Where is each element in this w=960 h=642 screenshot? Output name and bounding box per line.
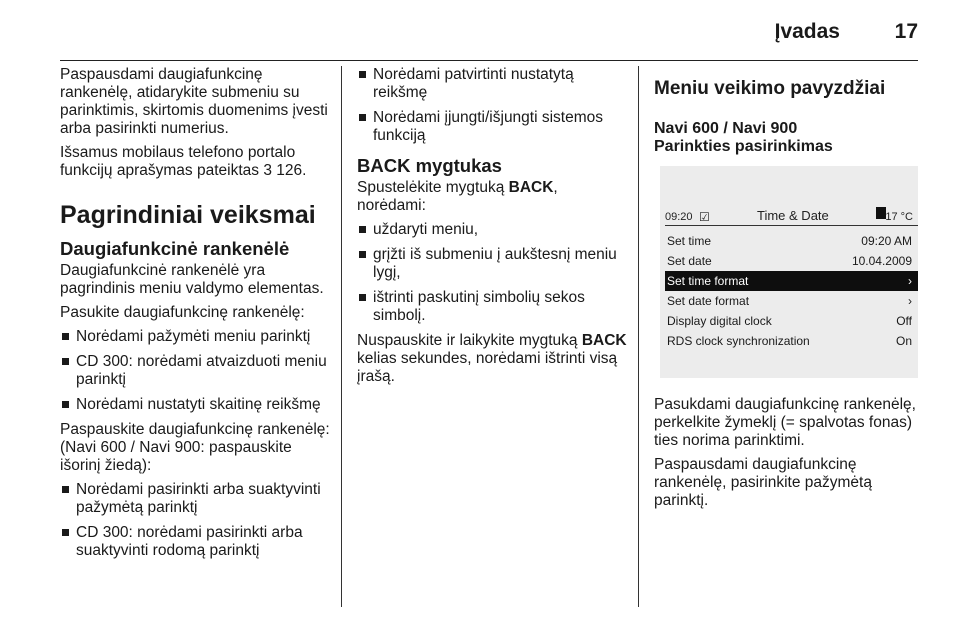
menu-item: Set time 09:20 AM [667, 234, 912, 248]
section-heading: Pagrindiniai veiksmai [60, 201, 316, 229]
menu-item: Set date 10.04.2009 [667, 254, 912, 268]
page-number: 17 [894, 20, 918, 43]
subsection-heading: Navi 600 / Navi 900 [654, 120, 798, 137]
paragraph: Išsamus mobilaus telefono portalo funkcijų aprašymas pateiktas 3 126. [60, 144, 307, 179]
list-item: CD 300: norėdami atvaizduoti meniu parinktį [60, 353, 332, 389]
list-item: grįžti iš submeniu į aukštesnį meniu lygį, [357, 246, 627, 282]
paragraph: Nuspauskite ir laikykite mygtuką BACK kelias sekundes, norėdami ištrinti visą įrašą. [357, 332, 627, 385]
display-screenshot [660, 166, 918, 378]
column-3 [654, 66, 924, 516]
paragraph: Paspauskite daugiafunkcinę rankenėlę: (Navi 600 / Navi 900: paspauskite išorinį žiedą): [60, 421, 330, 474]
menu-item: Display digital clock Off [667, 314, 912, 328]
paragraph: Paspausdami daugiafunkcinę rankenėlę, pasirinkite pažymėtą parinktį. [654, 456, 872, 509]
bullet-list [60, 481, 332, 560]
button-name: BACK [508, 179, 554, 196]
chevron-right-icon: › [908, 294, 912, 308]
column-divider [341, 66, 342, 607]
menu-item: RDS clock synchronization On [667, 334, 912, 348]
subsection-heading: BACK mygtukas [357, 155, 502, 176]
list-item: Norėdami pasirinkti arba suaktyvinti pažymėtą parinktį [60, 481, 332, 517]
clock-readout: 09:20 [665, 211, 693, 223]
chapter-title: Įvadas [774, 20, 840, 43]
page-header [60, 0, 918, 61]
column-2 [357, 66, 627, 392]
screen-divider [665, 225, 918, 226]
list-item: CD 300: norėdami pasirinkti arba suaktyvinti rodomą parinktį [60, 524, 332, 560]
column-1 [60, 66, 332, 567]
subsection-heading: Parinkties pasirinkimas [654, 138, 833, 155]
column-divider [638, 66, 639, 607]
list-item: Norėdami nustatyti skaitinę reikšmę [60, 396, 332, 414]
screen-status-bar [665, 208, 913, 224]
paragraph: Daugiafunkcinė rankenėlė yra pagrindinis meniu valdymo elementas. [60, 262, 324, 297]
button-name: BACK [581, 332, 627, 349]
section-heading: Meniu veikimo pavyzdžiai [654, 78, 886, 99]
menu-item-selected: Set time format › [665, 271, 918, 291]
bullet-list [357, 66, 627, 145]
list-item: ištrinti paskutinį simbolių sekos simbolį. [357, 289, 627, 325]
paragraph: Paspausdami daugiafunkcinę rankenėlę, atidarykite submeniu su parinktimis, skirtomis duomenims įvesti arba pasirinkti numerius. [60, 66, 328, 137]
list-item: Norėdami patvirtinti nustatytą reikšmę [357, 66, 627, 102]
menu-list [665, 231, 918, 351]
screen-title: Time & Date [757, 208, 829, 223]
bullet-list [60, 328, 332, 414]
bullet-list [357, 221, 627, 325]
paragraph: Spustelėkite mygtuką BACK, norėdami: [357, 179, 558, 214]
paragraph: Pasukdami daugiafunkcinę rankenėlę, perkelkite žymeklį (= spalvotas fonas) ties norima parinktimi. [654, 396, 916, 449]
list-item: Norėdami įjungti/išjungti sistemos funkciją [357, 109, 627, 145]
menu-item: Set date format › [665, 291, 918, 311]
list-item: Norėdami pažymėti meniu parinktį [60, 328, 332, 346]
page-reference: 3 126. [263, 162, 307, 179]
check-icon: ☑ [699, 210, 710, 224]
subsection-heading: Daugiafunkcinė rankenėlė [60, 238, 290, 259]
chevron-right-icon: › [908, 274, 912, 288]
list-item: uždaryti meniu, [357, 221, 627, 239]
temperature-readout: 17 °C [885, 211, 913, 223]
paragraph: Pasukite daugiafunkcinę rankenėlę: [60, 304, 305, 321]
